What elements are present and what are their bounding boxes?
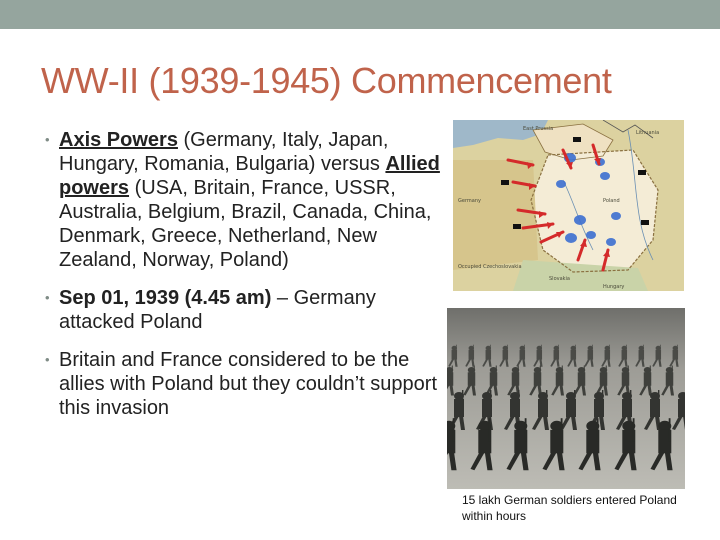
attack-text: – Germany attacked Poland: [59, 287, 376, 333]
slide-title: WW-II (1939-1945) Commencement: [41, 60, 612, 101]
bullet-marker: •: [45, 290, 50, 305]
bullet-list: [41, 128, 451, 420]
photo-caption: 15 lakh German soldiers entered Poland within hours: [462, 493, 677, 523]
bullet-marker: •: [45, 132, 50, 147]
map-label-hungary: Hungary: [603, 284, 625, 290]
allied-powers-text: (USA, Britain, France, USSR, Australia, Belgium, Brazil, Canada, China, Denmark, Greece, Netherland, New Zealand, Norway, Poland): [59, 177, 432, 271]
axis-powers-text: (Germany, Italy, Japan, Hungary, Romania, Bulgaria) versus: [59, 129, 389, 175]
allied-powers-term: Allied powers: [59, 153, 440, 199]
map-label-occupied: Occupied Czechoslovakia: [458, 264, 522, 270]
map-label-germany: Germany: [458, 198, 481, 204]
bullet-marker: •: [45, 352, 50, 367]
britain-france-text: Britain and France considered to be the allies with Poland but they couldn’t support this invasion: [59, 349, 438, 419]
axis-powers-term: Axis Powers: [59, 129, 178, 151]
bullet-axis-vs-allied: [41, 128, 451, 272]
map-label-east-prussia: East Prussia: [523, 126, 554, 132]
top-accent-bar: [0, 0, 720, 29]
map-label-lithuania: Lithuania: [636, 130, 660, 136]
marching-soldiers-photo: [447, 308, 685, 489]
map-label-poland: Poland: [603, 198, 620, 204]
attack-date: Sep 01, 1939 (4.45 am): [59, 287, 272, 309]
bullet-germany-attack: [41, 286, 451, 334]
map-label-slovakia: Slovakia: [549, 276, 570, 282]
invasion-map-image: [453, 120, 684, 291]
bullet-britain-france: [41, 348, 451, 420]
